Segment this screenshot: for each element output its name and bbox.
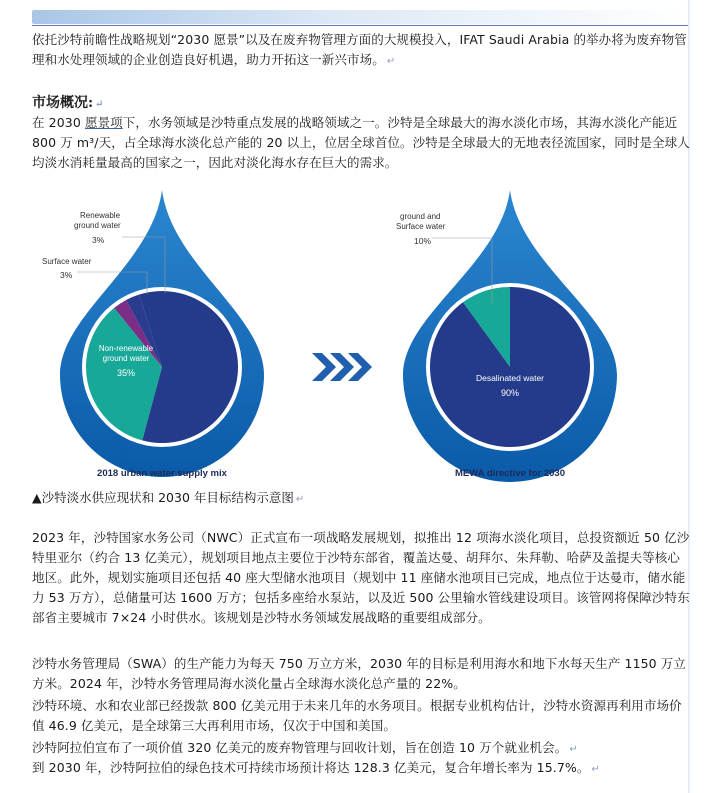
header-rule (32, 25, 688, 26)
paragraph-mark: ↵ (295, 494, 305, 505)
body-paragraph-4: 沙特阿拉伯宣布了一项价值 320 亿美元的废弃物管理与回收计划，旨在创造 10 万个就业机会。 ↵ (32, 740, 578, 755)
label-nonrenew-line2: ground water (102, 354, 150, 363)
paragraph-mark: ↵ (591, 764, 600, 775)
pie-slice-pie-right-1 (430, 287, 590, 447)
label-gs-line1: ground and (400, 212, 441, 221)
label-gs-line2: Surface water (396, 222, 446, 231)
body-paragraph-3: 沙特环境、水和农业部已经拨款 800 亿美元用于未来几年的水务项目。根据专业机构估计，沙特水资源再利用市场价值 46.9 亿美元，是全球第三大再利用市场，仅次于中国和美国。 (32, 698, 682, 733)
label-nonrenew-value: 35% (116, 368, 136, 378)
label-gs-value: 10% (414, 236, 432, 246)
label-surface-value: 3% (60, 270, 73, 280)
body-paragraph-2: 沙特水务管理局（SWA）的生产能力为每天 750 万立方米，2030 年的目标是利用海水和地下水每天生产 1150 万立方米。2024 年，沙特水务管理局海水淡化量占全球海水淡化总产量的 22%。 (32, 656, 687, 691)
body-paragraph-5: 到 2030 年，沙特阿拉伯的绿色技术可持续市场预计将达 128.3 亿美元，复合年增长率为 15.7%。 ↵ (32, 760, 600, 775)
paragraph-mark: ↵ (569, 744, 578, 755)
market-paragraph: 在 2030 愿景项下，水务领域是沙特重点发展的战略领域之一。沙特是全球最大的海水淡化市场，其海水淡化产能近 800 万 m³/天，占全球海水淡化总产能的 20 以上，位居全球首位。沙特是全球最大的无地表径流国家，同时是全球人均淡水消耗量最高的国家之一，因此对淡化海水存在巨大的需求。 (32, 115, 690, 170)
label-renewable-line2: ground water (74, 221, 121, 230)
chart-title-left: 2018 urban water supply mix (97, 468, 227, 479)
label-renewable-value: 3% (92, 235, 105, 245)
page-header-banner (0, 0, 711, 30)
paragraph-mark: ↵ (95, 99, 104, 110)
chart-title-right: MEWA directive for 2030 (455, 468, 565, 479)
label-desal: Desalinated water (475, 373, 545, 383)
figure-caption: ▲沙特淡水供应现状和 2030 年目标结构示意图 ↵ (32, 490, 305, 505)
paragraph-mark: ↵ (386, 56, 396, 67)
market-heading: 市场概况: ↵ (32, 95, 104, 111)
water-supply-figure (32, 185, 657, 487)
label-desal-value: 90% (500, 388, 520, 398)
header-gradient-bar (32, 10, 688, 24)
pie-left (82, 287, 242, 447)
pie-right (426, 283, 594, 451)
transition-arrows (312, 353, 372, 381)
underlined-term: 愿景项 (84, 115, 123, 130)
intro-paragraph: 依托沙特前瞻性战略规划“2030 愿景”以及在废弃物管理方面的大规模投入，IFAT Saudi Arabia 的举办将为废弃物管理和水处理领域的企业创造良好机遇，助力开拓这一新兴市场。 ↵ (32, 32, 687, 67)
water-drop-charts (32, 185, 657, 487)
label-renewable-line1: Renewable (80, 211, 121, 220)
body-paragraph-1: 2023 年，沙特国家水务公司（NWC）正式宣布一项战略发展规划，拟推出 12 项海水淡化项目，总投资额近 50 亿沙特里亚尔（约合 13 亿美元），规划项目地点主要位于沙特东部省，覆盖达曼、胡拜尔、朱拜勒、哈萨及盖提夫等核心地区。此外，规划实施项目还包括 40 座大型储水池项目（规划中 11 座储水池项目已完成，地点位于达曼市，储水能力 53 万方），总储量可达 1600 万方；包括多座给水泵站，以及近 500 公里输水管线建设项目。该管网将保障沙特东部省主要城市 7×24 小时供水。该规划是沙特水务领域发展战略的重要组成部分。 (32, 530, 690, 625)
label-nonrenew-line1: Non-renewable (98, 344, 154, 353)
label-surface: Surface water (42, 257, 92, 266)
